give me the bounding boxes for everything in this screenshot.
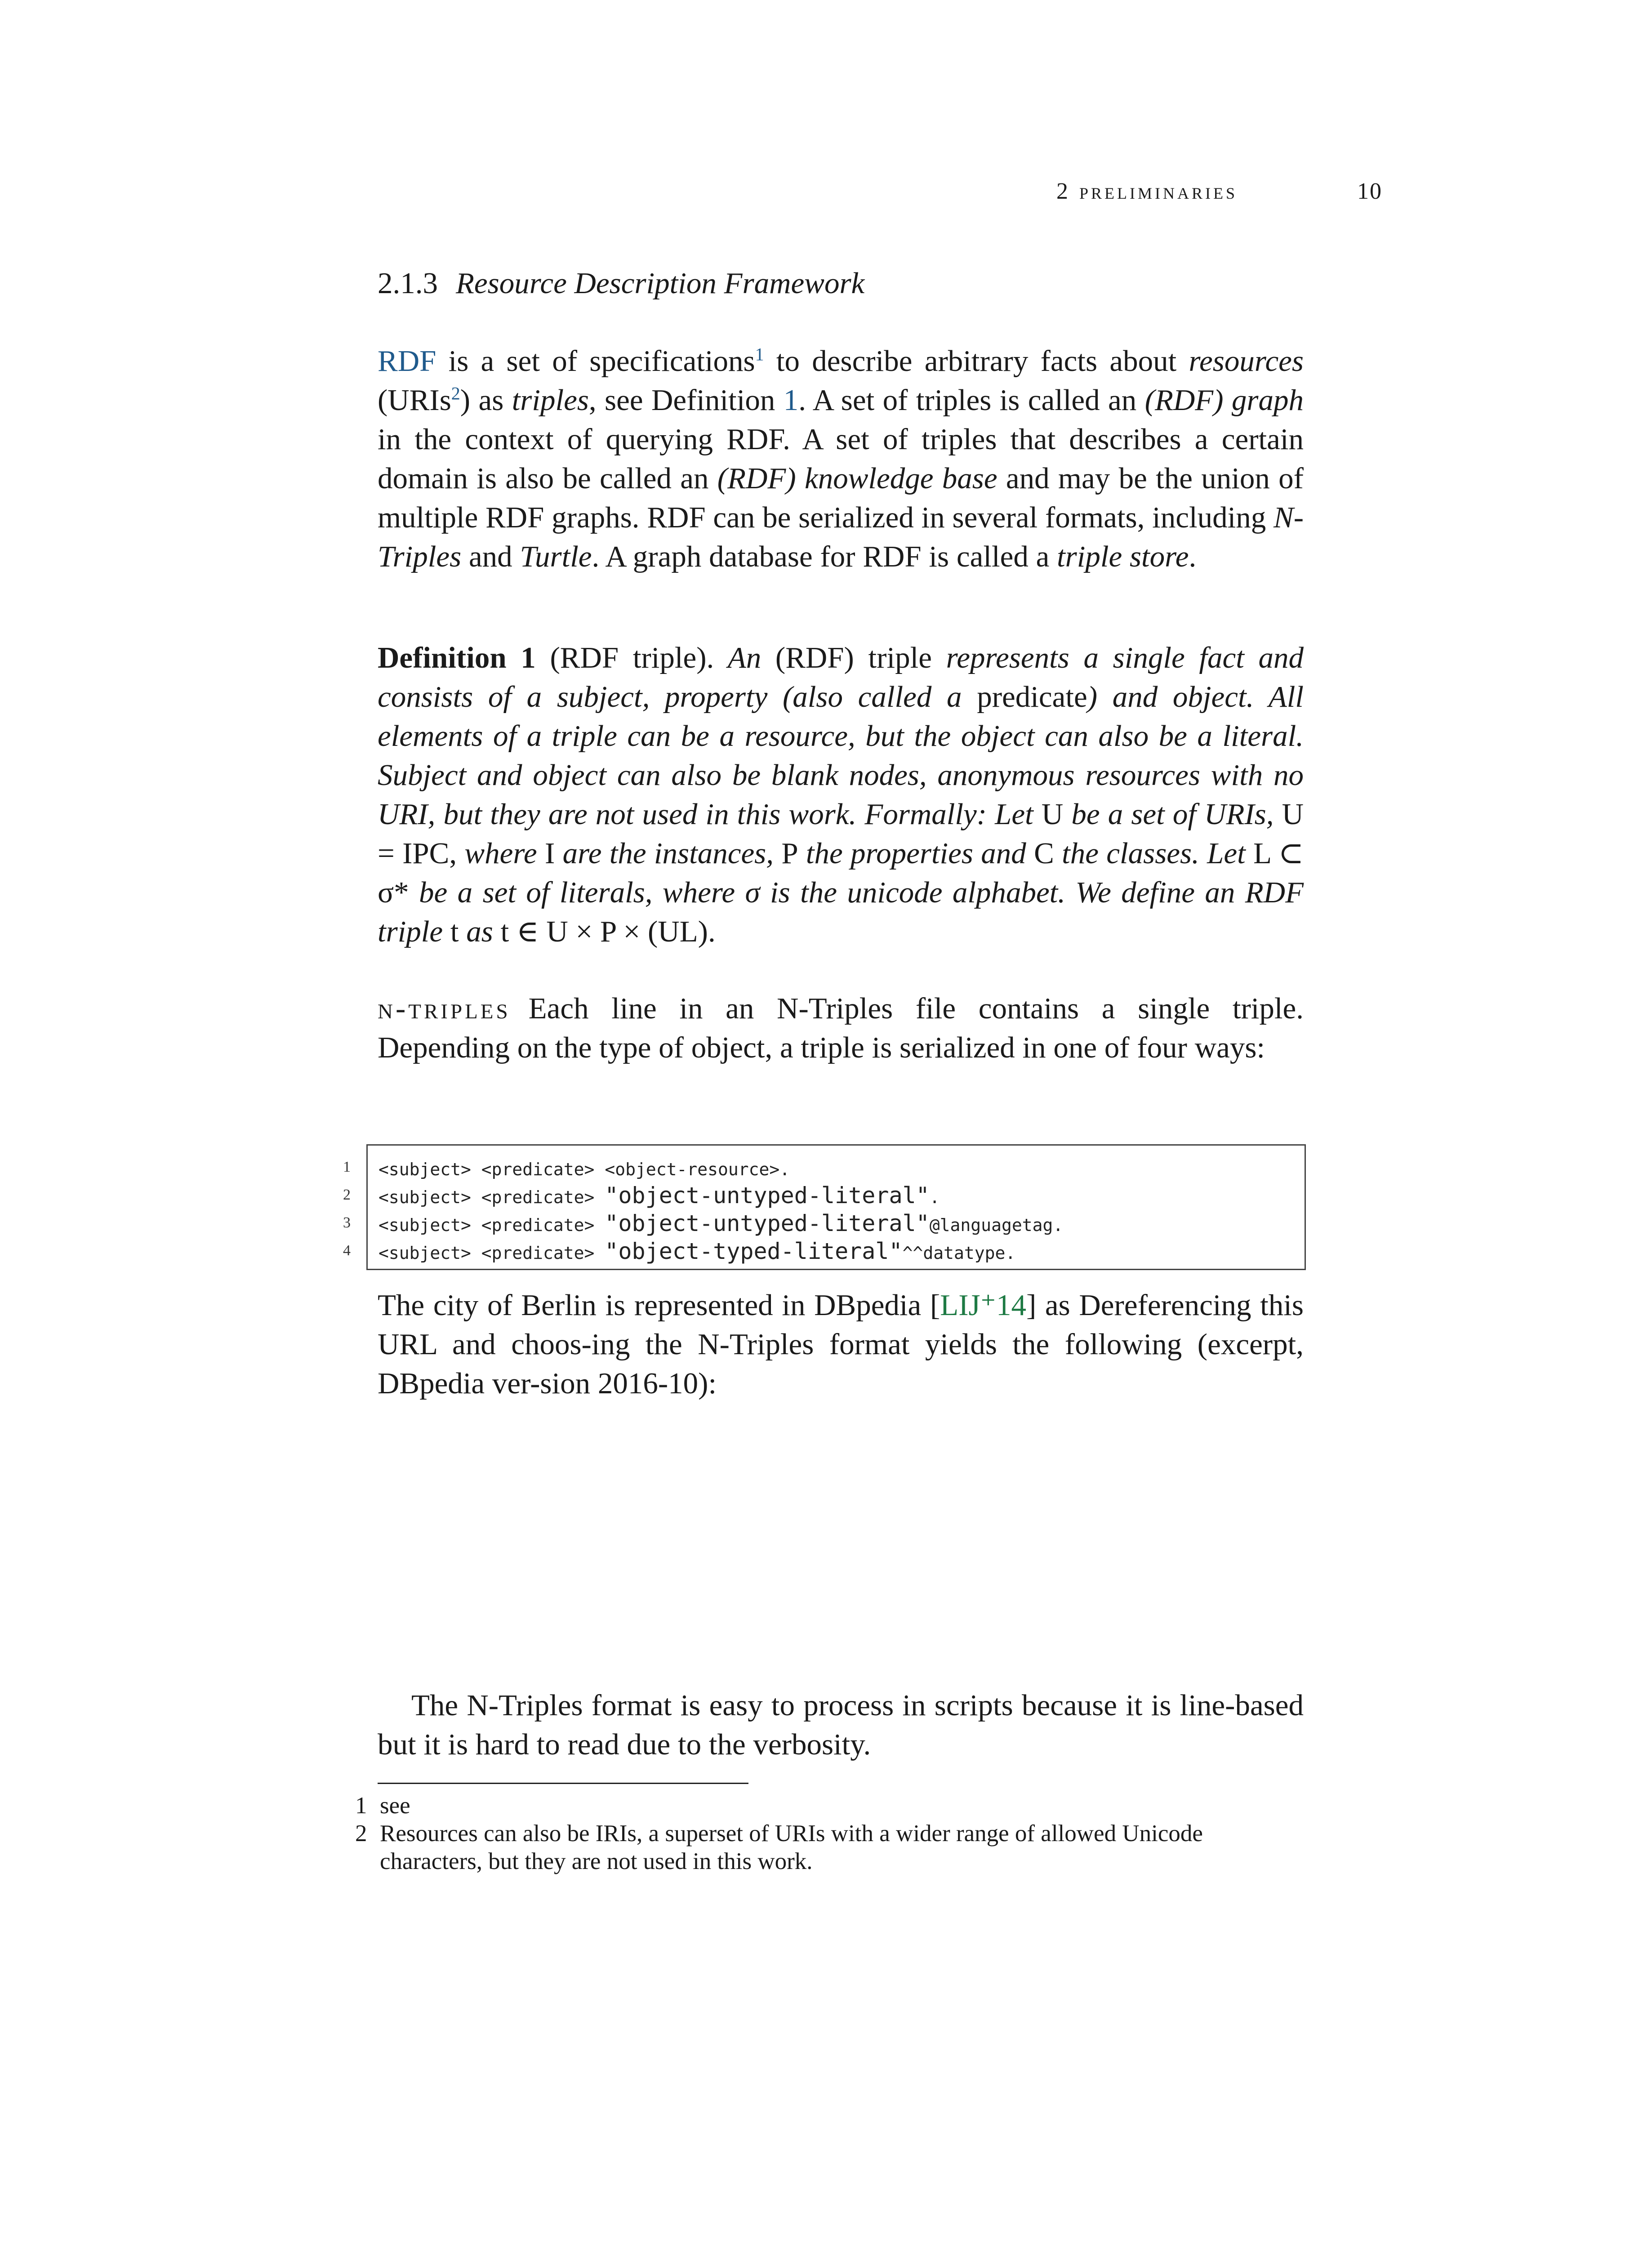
line-number: 4: [343, 1242, 351, 1259]
math-run: U: [1041, 798, 1064, 831]
text-run: as: [459, 915, 501, 948]
text-run: in the context of querying RDF. A set of triples that describes a certain domain is also be called an: [378, 423, 1304, 495]
footnote-ref-1[interactable]: 1: [755, 344, 764, 365]
code-listing: [366, 1144, 1306, 1270]
definition-block: [378, 638, 1304, 951]
math-run: L ⊂ σ*: [378, 837, 1304, 909]
text-run: Each line in an N-Triples file contains a single triple. Depending on the type of object, a triple is serialized in one of four ways:: [378, 992, 1304, 1064]
term-triples: triples: [512, 384, 589, 417]
term-rdf-graph: (RDF) graph: [1144, 384, 1304, 417]
berlin-paragraph: [378, 1286, 1304, 1403]
footnote-number: 1: [355, 1793, 367, 1819]
section-title: Resource Description Framework: [456, 267, 865, 300]
text-run: represents a single fact and consists of a subject, property (also called a: [378, 641, 1304, 714]
code-literal: "object-untyped-literal": [605, 1210, 930, 1236]
footnote-text: see: [380, 1793, 410, 1819]
code-text: ^^datatype.: [902, 1243, 1016, 1263]
ntriples-paragraph: [378, 989, 1304, 1067]
text-run: ) as: [460, 384, 512, 417]
footnote-2: [355, 1820, 1308, 1875]
math-run: t: [450, 915, 459, 948]
text-run: are the instances,: [555, 837, 782, 870]
text-run: the properties and: [798, 837, 1034, 870]
term-triple-store: triple store: [1057, 540, 1189, 573]
citation-link[interactable]: LIJ⁺14: [940, 1289, 1026, 1322]
footnotes: [355, 1792, 1308, 1875]
text-run: . A set of triples is called an: [798, 384, 1145, 417]
section-heading: [378, 265, 864, 301]
text-run: and: [461, 540, 520, 573]
definition-name: (RDF triple).: [535, 641, 714, 674]
line-number: 1: [343, 1159, 351, 1175]
ntriples-runin-heading: n-triples: [378, 992, 511, 1025]
listing-line-numbers: [333, 1153, 351, 1265]
code-literal: "object-typed-literal": [605, 1238, 903, 1264]
footnote-ref-2[interactable]: 2: [451, 383, 460, 404]
code-line: [378, 1209, 1294, 1237]
text-run: (URIs: [378, 384, 451, 417]
definition-label: Definition 1: [378, 641, 536, 674]
text-run: . A graph database for RDF is called a: [592, 540, 1057, 573]
text-run: ) and object. All elements of a triple can be a resource, but the object can also be a literal. Subject and object can also be blank nodes, anonymous resources with no URI, but they are not used in this work. Formally: Let: [378, 680, 1304, 831]
text-run: where: [457, 837, 545, 870]
footnote-rule: [378, 1783, 748, 1784]
math-run: P: [781, 837, 798, 870]
code-text: <subject> <predicate>: [378, 1187, 605, 1207]
code-text: @languagetag.: [929, 1215, 1064, 1235]
line-number: 3: [343, 1214, 351, 1231]
code-text: .: [929, 1187, 940, 1207]
code-text: <subject> <predicate>: [378, 1243, 605, 1263]
page-number: 10: [1357, 178, 1382, 204]
code-line: [378, 1154, 1294, 1182]
math-run: C: [1034, 837, 1054, 870]
line-number: 2: [343, 1186, 351, 1203]
text-run: An: [714, 641, 775, 674]
text-run: to describe arbitrary facts about: [764, 344, 1189, 378]
rdf-acronym-link[interactable]: RDF: [378, 344, 436, 378]
text-run: predicate: [977, 680, 1087, 714]
term-ntriples: N-Triples: [378, 501, 1304, 573]
text-run: The city of Berlin is represented in DBpedia [: [378, 1289, 940, 1322]
text-run: (RDF) triple: [775, 641, 932, 674]
code-line: [378, 1237, 1294, 1265]
intro-paragraph: [378, 342, 1304, 576]
math-run: I: [544, 837, 555, 870]
text-run: , see Definition: [588, 384, 784, 417]
term-turtle: Turtle: [520, 540, 592, 573]
closing-paragraph: The N-Triples format is easy to process in scripts because it is line-based but it is hard to read due to the verbosity.: [378, 1689, 1304, 1761]
math-run: U = IPC,: [378, 798, 1304, 870]
chapter-title: 2 preliminaries: [1056, 178, 1238, 204]
code-text: <subject> <predicate> <object-resource>.: [378, 1160, 790, 1179]
footnote-number: 2: [355, 1820, 367, 1847]
footnote-text: Resources can also be IRIs, a superset of URIs with a wider range of allowed Unicode characters, but they are not used in this work.: [380, 1820, 1203, 1874]
definition-ref-link[interactable]: 1: [783, 384, 799, 417]
code-literal: "object-untyped-literal": [605, 1182, 930, 1209]
section-number: 2.1.3: [378, 267, 438, 300]
running-header: [1056, 173, 1382, 209]
text-run: be a set of URIs,: [1063, 798, 1282, 831]
text-run: ] as Dereferencing this URL and choos-ing the N-Triples format yields the following (excerpt, DBpedia ver-sion 2016-10):: [378, 1289, 1304, 1400]
term-resources: resources: [1189, 344, 1304, 378]
text-run: the classes. Let: [1054, 837, 1254, 870]
text-run: be a set of literals, where σ is the unicode alphabet. We define an RDF triple: [378, 876, 1304, 948]
footnote-1: [355, 1792, 1308, 1820]
code-text: <subject> <predicate>: [378, 1215, 605, 1235]
text-run: is a set of specifications: [436, 344, 755, 378]
text-run: .: [1189, 540, 1197, 573]
term-knowledge-base: (RDF) knowledge base: [717, 462, 997, 495]
code-line: [378, 1182, 1294, 1209]
math-run: t ∈ U × P × (UL).: [500, 915, 716, 948]
text-run: and may be the union of multiple RDF graphs. RDF can be serialized in several formats, including: [378, 462, 1304, 534]
